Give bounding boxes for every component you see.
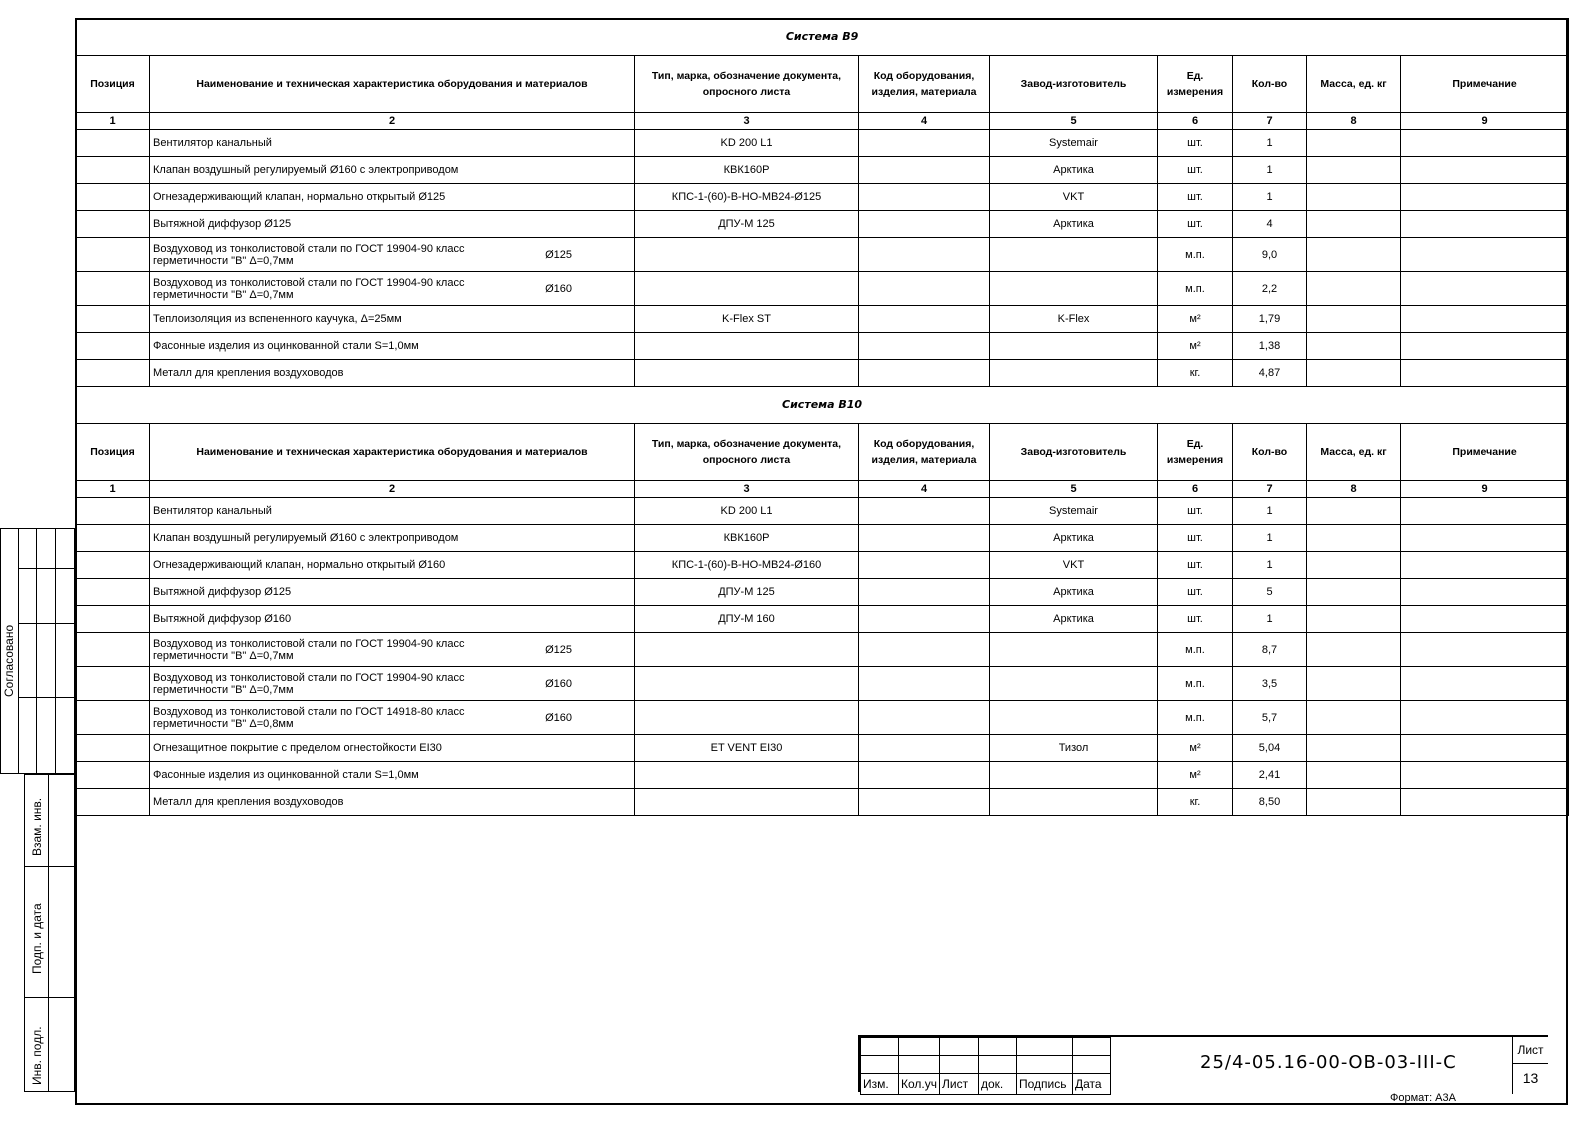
code-cell — [859, 762, 990, 789]
qty-cell: 1 — [1233, 606, 1307, 633]
type-cell — [635, 272, 859, 306]
qty-cell: 3,5 — [1233, 667, 1307, 701]
maker-cell: VKT — [990, 552, 1158, 579]
maker-cell — [990, 762, 1158, 789]
qty-cell: 1 — [1233, 525, 1307, 552]
stamp-label: Дата — [1073, 1074, 1111, 1095]
item-name: Теплоизоляция из вспененного каучука, Δ=25мм — [153, 313, 402, 325]
name-cell — [150, 735, 635, 762]
column-number: 8 — [1307, 113, 1401, 130]
column-number: 2 — [150, 113, 635, 130]
position-cell — [76, 606, 150, 633]
qty-cell: 1 — [1233, 130, 1307, 157]
qty-cell: 9,0 — [1233, 238, 1307, 272]
unit-cell: м² — [1158, 762, 1233, 789]
name-cell — [150, 130, 635, 157]
column-number-row — [76, 113, 1569, 130]
table-row — [76, 184, 1569, 211]
sheet-number: 13 — [1522, 1070, 1539, 1086]
qty-cell: 8,50 — [1233, 789, 1307, 816]
mass-cell — [1307, 701, 1401, 735]
qty-cell: 1 — [1233, 184, 1307, 211]
unit-cell: м² — [1158, 333, 1233, 360]
code-cell — [859, 735, 990, 762]
name-cell — [150, 360, 635, 387]
note-cell — [1401, 633, 1569, 667]
qty-cell: 1,79 — [1233, 306, 1307, 333]
code-cell — [859, 333, 990, 360]
column-number: 4 — [859, 113, 990, 130]
agreed-col-1 — [18, 528, 37, 774]
position-cell — [76, 789, 150, 816]
maker-cell — [990, 633, 1158, 667]
unit-cell: м.п. — [1158, 701, 1233, 735]
position-cell — [76, 552, 150, 579]
code-cell — [859, 211, 990, 238]
stamp-label: Изм. — [861, 1074, 899, 1095]
position-cell — [76, 735, 150, 762]
item-name: Воздуховод из тонколистовой стали по ГОСТ 19904-90 класс герметичности "В" Δ=0,7мм — [153, 242, 465, 267]
stamp-label: док. — [979, 1074, 1017, 1095]
name-cell — [150, 762, 635, 789]
unit-cell: м.п. — [1158, 272, 1233, 306]
mass-cell — [1307, 762, 1401, 789]
maker-cell: Systemair — [990, 498, 1158, 525]
sheet-label: Лист — [1513, 1037, 1548, 1064]
item-name: Фасонные изделия из оцинкованной стали S=1,0мм — [153, 769, 419, 781]
type-cell: КПС-1-(60)-В-НО-МВ24-Ø160 — [635, 552, 859, 579]
name-cell — [150, 579, 635, 606]
position-cell — [76, 306, 150, 333]
name-cell — [150, 184, 635, 211]
table-row — [76, 762, 1569, 789]
type-cell — [635, 238, 859, 272]
type-cell: KD 200 L1 — [635, 498, 859, 525]
position-cell — [76, 360, 150, 387]
type-cell: ДПУ-М 125 — [635, 211, 859, 238]
code-cell — [859, 130, 990, 157]
position-cell — [76, 667, 150, 701]
position-cell — [76, 579, 150, 606]
maker-cell: Арктика — [990, 579, 1158, 606]
column-number: 3 — [635, 113, 859, 130]
item-name: Воздуховод из тонколистовой стали по ГОСТ 19904-90 класс герметичности "В" Δ=0,7мм — [153, 671, 465, 696]
maker-cell: Арктика — [990, 606, 1158, 633]
table-row — [76, 130, 1569, 157]
code-cell — [859, 667, 990, 701]
header-row — [76, 56, 1569, 113]
column-number: 7 — [1233, 113, 1307, 130]
qty-cell: 1 — [1233, 552, 1307, 579]
agreed-row-2 — [18, 697, 75, 698]
maker-cell: Systemair — [990, 130, 1158, 157]
code-cell — [859, 606, 990, 633]
column-header: Масса, ед. кг — [1307, 424, 1401, 481]
position-cell — [76, 701, 150, 735]
item-name: Воздуховод из тонколистовой стали по ГОСТ 14918-80 класс герметичности "В" Δ=0,8мм — [153, 705, 465, 730]
system-title: Система В9 — [76, 19, 1569, 56]
table-row — [76, 157, 1569, 184]
note-cell — [1401, 606, 1569, 633]
maker-cell — [990, 238, 1158, 272]
title-block — [858, 1035, 1548, 1092]
maker-cell — [990, 272, 1158, 306]
name-cell — [150, 667, 635, 701]
item-name: Огнезадерживающий клапан, нормально открытый Ø125 — [153, 191, 446, 203]
column-number: 9 — [1401, 481, 1569, 498]
agreed-label: Согласовано — [2, 624, 16, 697]
mass-cell — [1307, 579, 1401, 606]
spec-table — [75, 18, 1569, 816]
inv-podl-label: Инв. подл. — [30, 1026, 44, 1085]
name-cell — [150, 238, 635, 272]
qty-cell: 4 — [1233, 211, 1307, 238]
code-cell — [859, 701, 990, 735]
stamp-label: Подпись — [1017, 1074, 1073, 1095]
position-cell — [76, 333, 150, 360]
code-cell — [859, 552, 990, 579]
mass-cell — [1307, 272, 1401, 306]
note-cell — [1401, 735, 1569, 762]
column-header: Наименование и техническая характеристика оборудования и материалов — [150, 424, 635, 481]
item-name: Огнезащитное покрытие с пределом огнестойкости EI30 — [153, 742, 442, 754]
maker-cell: VKT — [990, 184, 1158, 211]
table-row — [76, 667, 1569, 701]
qty-cell: 8,7 — [1233, 633, 1307, 667]
title-block-grid — [860, 1037, 1111, 1095]
code-cell — [859, 579, 990, 606]
item-diameter: Ø160 — [545, 711, 572, 724]
code-cell — [859, 157, 990, 184]
unit-cell: шт. — [1158, 498, 1233, 525]
position-cell — [76, 157, 150, 184]
name-cell — [150, 606, 635, 633]
column-number-row — [76, 481, 1569, 498]
column-number: 1 — [76, 113, 150, 130]
qty-cell: 5 — [1233, 579, 1307, 606]
column-header: Позиция — [76, 56, 150, 113]
column-number: 1 — [76, 481, 150, 498]
type-cell: КВК160Р — [635, 157, 859, 184]
column-number: 5 — [990, 481, 1158, 498]
system-title: Система В10 — [76, 387, 1569, 424]
type-cell — [635, 762, 859, 789]
item-name: Огнезадерживающий клапан, нормально открытый Ø160 — [153, 559, 446, 571]
mass-cell — [1307, 525, 1401, 552]
item-name: Вентилятор канальный — [153, 505, 272, 517]
column-header: Масса, ед. кг — [1307, 56, 1401, 113]
position-cell — [76, 762, 150, 789]
note-cell — [1401, 184, 1569, 211]
mass-cell — [1307, 306, 1401, 333]
column-header: Тип, марка, обозначение документа, опросного листа — [635, 424, 859, 481]
name-cell — [150, 333, 635, 360]
maker-cell: Тизол — [990, 735, 1158, 762]
unit-cell: шт. — [1158, 606, 1233, 633]
note-cell — [1401, 238, 1569, 272]
item-name: Металл для крепления воздуховодов — [153, 367, 344, 379]
mass-cell — [1307, 633, 1401, 667]
table-row — [76, 360, 1569, 387]
note-cell — [1401, 211, 1569, 238]
note-cell — [1401, 579, 1569, 606]
item-name: Металл для крепления воздуховодов — [153, 796, 344, 808]
mass-cell — [1307, 130, 1401, 157]
agreed-col-2 — [55, 528, 75, 774]
table-row — [76, 211, 1569, 238]
table-row — [76, 333, 1569, 360]
mass-cell — [1307, 735, 1401, 762]
column-number: 6 — [1158, 113, 1233, 130]
unit-cell: м.п. — [1158, 238, 1233, 272]
mass-cell — [1307, 606, 1401, 633]
unit-cell: шт. — [1158, 525, 1233, 552]
maker-cell — [990, 333, 1158, 360]
mass-cell — [1307, 498, 1401, 525]
unit-cell: м.п. — [1158, 667, 1233, 701]
table-row — [76, 789, 1569, 816]
unit-cell: м² — [1158, 306, 1233, 333]
header-row — [76, 424, 1569, 481]
name-cell — [150, 552, 635, 579]
type-cell: ДПУ-М 160 — [635, 606, 859, 633]
code-cell — [859, 272, 990, 306]
note-cell — [1401, 667, 1569, 701]
position-cell — [76, 272, 150, 306]
code-cell — [859, 360, 990, 387]
qty-cell: 1,38 — [1233, 333, 1307, 360]
type-cell: КВК160Р — [635, 525, 859, 552]
column-header: Ед. измерения — [1158, 56, 1233, 113]
name-cell — [150, 272, 635, 306]
position-cell — [76, 238, 150, 272]
unit-cell: м.п. — [1158, 633, 1233, 667]
type-cell — [635, 789, 859, 816]
item-name: Клапан воздушный регулируемый Ø160 с электроприводом — [153, 532, 459, 544]
document-number: 25/4-05.16-00-ОВ-03-III-С — [1200, 1052, 1457, 1073]
podp-date-label: Подп. и дата — [30, 903, 44, 974]
maker-cell: Арктика — [990, 525, 1158, 552]
qty-cell: 1 — [1233, 157, 1307, 184]
column-header: Тип, марка, обозначение документа, опросного листа — [635, 56, 859, 113]
maker-cell — [990, 360, 1158, 387]
position-cell — [76, 211, 150, 238]
type-cell: K-Flex ST — [635, 306, 859, 333]
column-header: Наименование и техническая характеристика оборудования и материалов — [150, 56, 635, 113]
vzam-inv-label: Взам. инв. — [30, 797, 44, 856]
maker-cell: K-Flex — [990, 306, 1158, 333]
qty-cell: 1 — [1233, 498, 1307, 525]
column-header: Код оборудования, изделия, материала — [859, 56, 990, 113]
code-cell — [859, 633, 990, 667]
note-cell — [1401, 762, 1569, 789]
type-cell — [635, 701, 859, 735]
item-name: Клапан воздушный регулируемый Ø160 с электроприводом — [153, 164, 459, 176]
column-number: 4 — [859, 481, 990, 498]
table-row — [76, 272, 1569, 306]
name-cell — [150, 211, 635, 238]
table-row — [76, 579, 1569, 606]
table-row — [76, 633, 1569, 667]
type-cell — [635, 333, 859, 360]
position-cell — [76, 525, 150, 552]
name-cell — [150, 498, 635, 525]
sheet-box — [1512, 1037, 1548, 1094]
code-cell — [859, 525, 990, 552]
position-cell — [76, 498, 150, 525]
system-title-row — [76, 19, 1569, 56]
unit-cell: шт. — [1158, 579, 1233, 606]
note-cell — [1401, 333, 1569, 360]
unit-cell: кг. — [1158, 360, 1233, 387]
note-cell — [1401, 789, 1569, 816]
column-number: 6 — [1158, 481, 1233, 498]
type-cell — [635, 667, 859, 701]
note-cell — [1401, 701, 1569, 735]
name-cell — [150, 306, 635, 333]
note-cell — [1401, 130, 1569, 157]
table-row — [76, 238, 1569, 272]
maker-cell: Арктика — [990, 211, 1158, 238]
column-header: Позиция — [76, 424, 150, 481]
type-cell — [635, 360, 859, 387]
maker-cell — [990, 789, 1158, 816]
maker-cell — [990, 701, 1158, 735]
mass-cell — [1307, 211, 1401, 238]
column-number: 3 — [635, 481, 859, 498]
column-header: Код оборудования, изделия, материала — [859, 424, 990, 481]
mass-cell — [1307, 360, 1401, 387]
table-row — [76, 498, 1569, 525]
table-row — [76, 552, 1569, 579]
mass-cell — [1307, 238, 1401, 272]
name-cell — [150, 701, 635, 735]
code-cell — [859, 789, 990, 816]
position-cell — [76, 130, 150, 157]
type-cell — [635, 633, 859, 667]
mass-cell — [1307, 552, 1401, 579]
column-number: 2 — [150, 481, 635, 498]
item-diameter: Ø160 — [545, 282, 572, 295]
item-name: Вентилятор канальный — [153, 137, 272, 149]
note-cell — [1401, 272, 1569, 306]
column-number: 8 — [1307, 481, 1401, 498]
note-cell — [1401, 498, 1569, 525]
type-cell: ET VENT EI30 — [635, 735, 859, 762]
qty-cell: 2,41 — [1233, 762, 1307, 789]
column-number: 9 — [1401, 113, 1569, 130]
code-cell — [859, 184, 990, 211]
maker-cell — [990, 667, 1158, 701]
name-cell — [150, 157, 635, 184]
column-header: Примечание — [1401, 424, 1569, 481]
name-cell — [150, 525, 635, 552]
position-cell — [76, 633, 150, 667]
column-header: Завод-изготовитель — [990, 424, 1158, 481]
mass-cell — [1307, 789, 1401, 816]
type-cell: ДПУ-М 125 — [635, 579, 859, 606]
qty-cell: 2,2 — [1233, 272, 1307, 306]
qty-cell: 5,7 — [1233, 701, 1307, 735]
unit-cell: кг. — [1158, 789, 1233, 816]
name-cell — [150, 789, 635, 816]
agreed-row-1 — [18, 568, 75, 624]
note-cell — [1401, 525, 1569, 552]
stamp-label: Кол.уч — [899, 1074, 940, 1095]
item-name: Вытяжной диффузор Ø125 — [153, 218, 292, 230]
mass-cell — [1307, 667, 1401, 701]
qty-cell: 4,87 — [1233, 360, 1307, 387]
unit-cell: шт. — [1158, 552, 1233, 579]
code-cell — [859, 238, 990, 272]
column-number: 5 — [990, 113, 1158, 130]
table-row — [76, 735, 1569, 762]
unit-cell: м² — [1158, 735, 1233, 762]
column-header: Кол-во — [1233, 424, 1307, 481]
system-title-row — [76, 387, 1569, 424]
item-diameter: Ø160 — [545, 677, 572, 690]
unit-cell: шт. — [1158, 157, 1233, 184]
unit-cell: шт. — [1158, 211, 1233, 238]
item-name: Воздуховод из тонколистовой стали по ГОСТ 19904-90 класс герметичности "В" Δ=0,7мм — [153, 637, 465, 662]
item-diameter: Ø125 — [545, 248, 572, 261]
code-cell — [859, 306, 990, 333]
position-cell — [76, 184, 150, 211]
item-name: Вытяжной диффузор Ø160 — [153, 613, 292, 625]
mass-cell — [1307, 184, 1401, 211]
unit-cell: шт. — [1158, 184, 1233, 211]
table-row — [76, 701, 1569, 735]
table-row — [76, 306, 1569, 333]
format-label: Формат: А3А — [1390, 1092, 1456, 1104]
unit-cell: шт. — [1158, 130, 1233, 157]
qty-cell: 5,04 — [1233, 735, 1307, 762]
maker-cell: Арктика — [990, 157, 1158, 184]
table-row — [76, 606, 1569, 633]
item-name: Воздуховод из тонколистовой стали по ГОСТ 19904-90 класс герметичности "В" Δ=0,7мм — [153, 276, 465, 301]
item-name: Вытяжной диффузор Ø125 — [153, 586, 292, 598]
type-cell: KD 200 L1 — [635, 130, 859, 157]
note-cell — [1401, 306, 1569, 333]
mass-cell — [1307, 157, 1401, 184]
note-cell — [1401, 157, 1569, 184]
column-header: Кол-во — [1233, 56, 1307, 113]
column-number: 7 — [1233, 481, 1307, 498]
name-cell — [150, 633, 635, 667]
note-cell — [1401, 552, 1569, 579]
item-name: Фасонные изделия из оцинкованной стали S=1,0мм — [153, 340, 419, 352]
column-header: Ед. измерения — [1158, 424, 1233, 481]
item-diameter: Ø125 — [545, 643, 572, 656]
mass-cell — [1307, 333, 1401, 360]
code-cell — [859, 498, 990, 525]
column-header: Завод-изготовитель — [990, 56, 1158, 113]
table-row — [76, 525, 1569, 552]
column-header: Примечание — [1401, 56, 1569, 113]
type-cell: КПС-1-(60)-В-НО-МВ24-Ø125 — [635, 184, 859, 211]
stamp-label: Лист — [940, 1074, 979, 1095]
note-cell — [1401, 360, 1569, 387]
